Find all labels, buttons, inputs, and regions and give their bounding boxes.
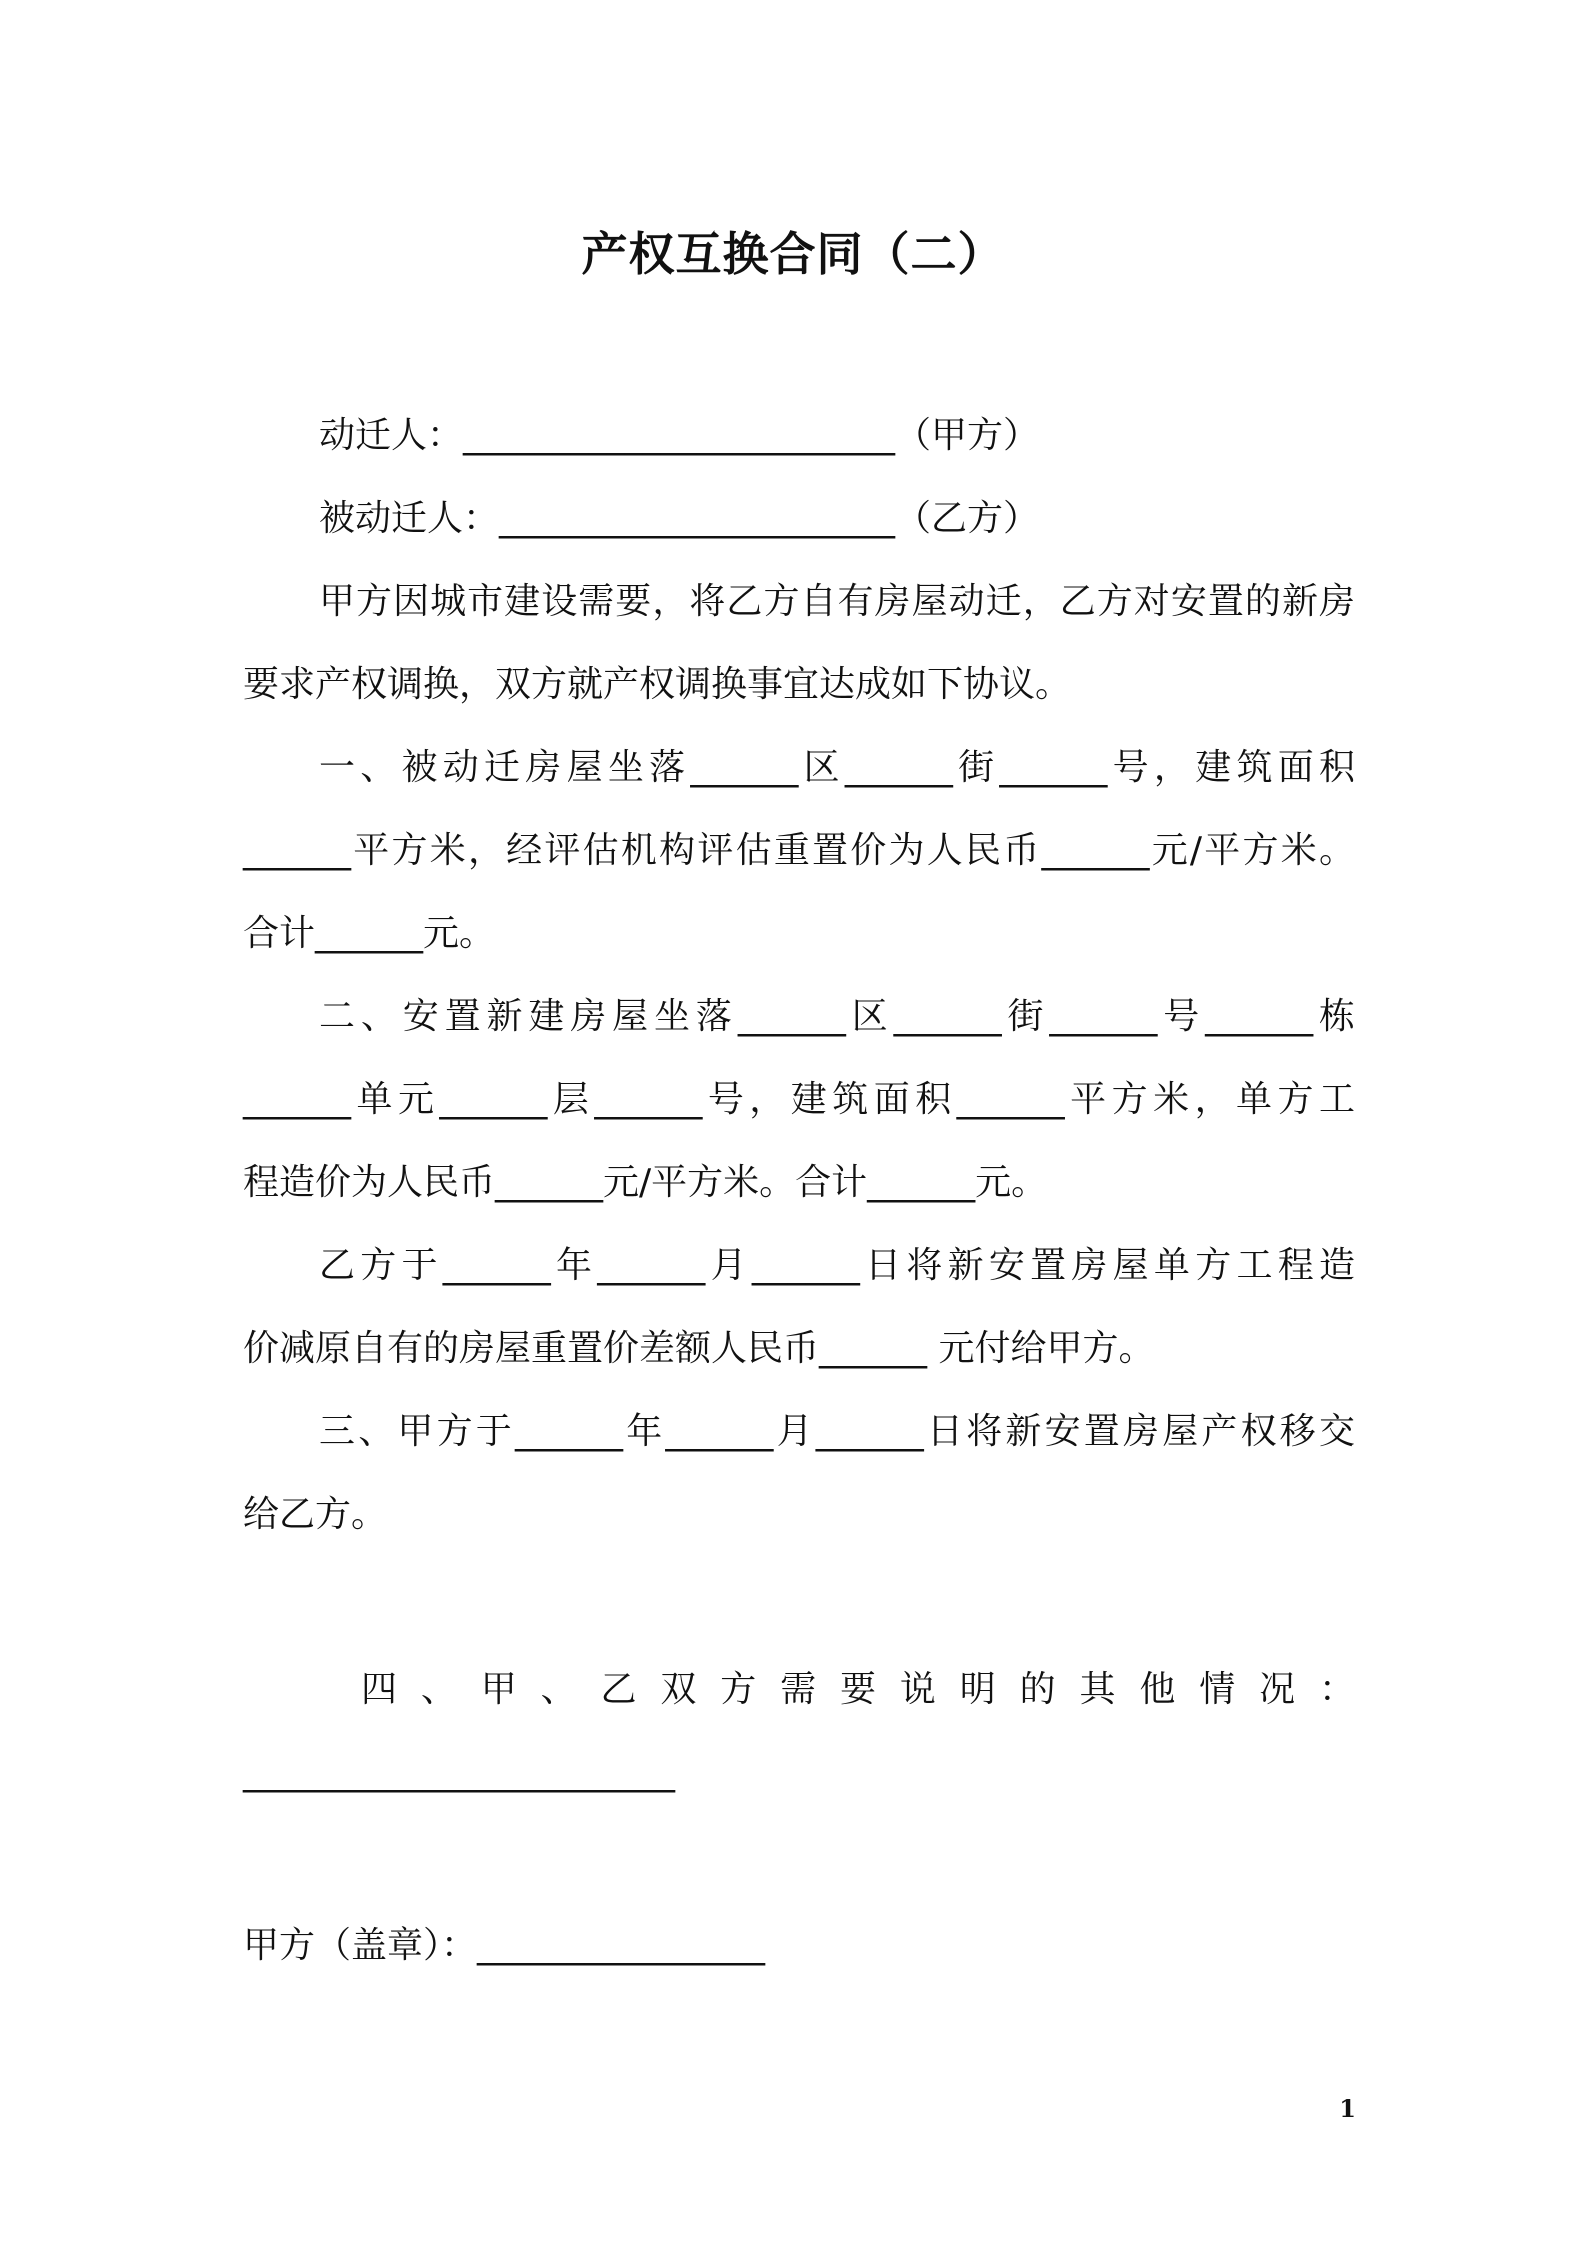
document-title: 产权互换合同（二） (581, 227, 1005, 281)
moved-party-line: 被动迁人：______________________（乙方） (319, 498, 1040, 539)
clause-1-line-1: 一、被动迁房屋坐落______区______街______号，建筑面积 (319, 747, 1355, 788)
clause-3-line-2: 给乙方。 (243, 1494, 388, 1535)
clause-3-line-1: 三、甲方于______年______月______日将新安置房屋产权移交 (319, 1411, 1355, 1452)
mover-line: 动迁人：________________________（甲方） (319, 415, 1040, 456)
clause-4-line-1: 四、甲、乙双方需要说明的其他情况： (361, 1669, 1355, 1710)
clause-1-line-3: 合计______元。 (243, 913, 496, 954)
clause-2b-line-2: 价减原自有的房屋重置价差额人民币______ 元付给甲方。 (243, 1328, 1155, 1369)
preamble-line-2: 要求产权调换，双方就产权调换事宜达成如下协议。 (243, 664, 1072, 705)
clause-2-line-3: 程造价为人民币______元/平方米。合计______元。 (243, 1162, 1048, 1203)
clause-1-line-2: ______平方米，经评估机构评估重置价为人民币______元/平方米。 (243, 830, 1355, 871)
clause-2b-line-1: 乙方于______年______月______日将新安置房屋单方工程造 (319, 1245, 1355, 1286)
clause-2-line-1: 二、安置新建房屋坐落______区______街______号______栋 (319, 996, 1355, 1037)
clause-2-line-2: ______单元______层______号，建筑面积______平方米，单方工 (243, 1079, 1355, 1120)
clause-4-blank-line: ________________________ (243, 1752, 675, 1793)
party-a-seal-line: 甲方（盖章）：________________ (243, 1925, 766, 1966)
preamble-line-1: 甲方因城市建设需要，将乙方自有房屋动迁，乙方对安置的新房 (319, 581, 1355, 622)
page-number: 1 (1339, 2094, 1356, 2123)
